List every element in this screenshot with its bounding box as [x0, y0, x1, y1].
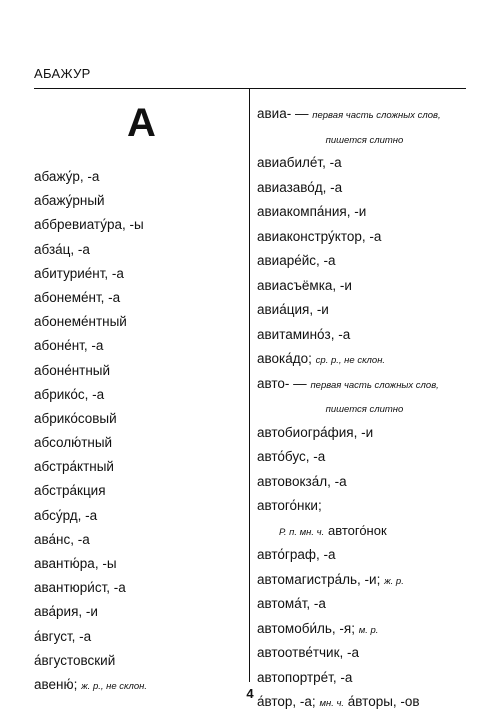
- entry-headword: автомоби́ль, -я;: [257, 620, 355, 636]
- entry-note: м. р.: [358, 624, 379, 636]
- left-column: [34, 165, 244, 697]
- dictionary-entry: [257, 568, 472, 593]
- entry-note: ср. р., не склон.: [315, 355, 386, 366]
- dictionary-entry: [257, 176, 472, 201]
- entry-headword: абрико́совый: [34, 410, 117, 426]
- entry-headword: авиасъёмка, -и: [257, 277, 352, 293]
- header-rule: [34, 88, 466, 89]
- entry-headword: аббревиату́ра, -ы: [34, 217, 144, 233]
- dictionary-entry: [34, 479, 244, 503]
- dictionary-entry: [34, 407, 244, 431]
- dictionary-entry: [257, 543, 472, 568]
- entry-headword: автобиогра́фия, -и: [257, 424, 374, 440]
- entry-headword: а́вгустовский: [34, 652, 116, 668]
- entry-headword: авантю́ра, -ы: [34, 556, 117, 571]
- dictionary-entry: [257, 372, 472, 397]
- entry-headword: авиаре́йс, -а: [257, 253, 336, 268]
- entry-headword: авока́до;: [257, 351, 312, 366]
- dictionary-entry: [257, 200, 472, 225]
- dictionary-entry: [34, 165, 244, 189]
- entry-headword: абстра́кция: [34, 483, 106, 499]
- entry-headword: а́втор, -а;: [257, 694, 316, 709]
- entry-note: первая часть сложных слов,: [312, 110, 441, 121]
- entry-plural: а́вторы, -ов: [347, 694, 420, 709]
- dictionary-entry: [34, 528, 244, 552]
- column-divider: [249, 89, 250, 682]
- entry-headword: авеню́;: [34, 676, 78, 692]
- dictionary-entry: [257, 445, 472, 470]
- dictionary-entry: [34, 286, 244, 310]
- section-letter: А: [127, 101, 156, 145]
- dictionary-entry: [257, 617, 472, 642]
- dictionary-entry: [257, 470, 472, 495]
- entry-headword: авиазаво́д, -а: [257, 179, 343, 195]
- dictionary-entry: [34, 455, 244, 479]
- entry-headword: абсолю́тный: [34, 435, 113, 451]
- entry-headword: абонеме́нт, -а: [34, 289, 121, 305]
- dictionary-entry: [34, 238, 244, 262]
- entry-note: первая часть сложных слов,: [310, 379, 439, 391]
- dictionary-entry: [34, 552, 244, 576]
- entry-headword: абажу́р, -а: [34, 169, 100, 184]
- entry-headword: автовокза́л, -а: [257, 473, 347, 489]
- entry-headword: абажу́рный: [34, 193, 105, 209]
- dictionary-entry: [257, 274, 472, 299]
- dictionary-entry: [257, 347, 472, 372]
- dictionary-entry: [257, 102, 472, 127]
- entry-headword: а́вгуст, -а: [34, 628, 92, 644]
- dictionary-entry: [257, 249, 472, 274]
- dictionary-entry: [257, 519, 472, 544]
- entry-headword: абоне́нт, -а: [34, 338, 104, 354]
- dictionary-entry: [257, 323, 472, 348]
- entry-headword: авто́бус, -а: [257, 449, 326, 464]
- dictionary-entry: [34, 213, 244, 237]
- dictionary-entry: [34, 262, 244, 286]
- right-column: [257, 102, 472, 715]
- entry-headword: авиа- —: [257, 106, 309, 121]
- entry-headword: авитамино́з, -а: [257, 326, 351, 342]
- dictionary-entry: [34, 334, 244, 358]
- dictionary-entry: [34, 359, 244, 383]
- dictionary-entry: [257, 592, 472, 617]
- entry-headword: абстра́ктный: [34, 459, 114, 475]
- dictionary-entry: [34, 310, 244, 334]
- entry-headword: авиаконстру́ктор, -а: [257, 228, 382, 244]
- dictionary-entry: [257, 127, 472, 152]
- entry-headword: ава́нс, -а: [34, 531, 90, 547]
- dictionary-entry: [34, 576, 244, 600]
- entry-headword: абонеме́нтный: [34, 314, 127, 330]
- dictionary-entry: [257, 151, 472, 176]
- entry-headword: абитурие́нт, -а: [34, 265, 124, 281]
- entry-headword: абрико́с, -а: [34, 386, 105, 402]
- dictionary-entry: [34, 625, 244, 649]
- entry-note: ж. р., не склон.: [81, 680, 148, 692]
- dictionary-entry: [34, 649, 244, 673]
- dictionary-entry: [34, 504, 244, 528]
- entry-headword: авиакомпа́ния, -и: [257, 204, 367, 219]
- entry-headword: абоне́нтный: [34, 362, 111, 378]
- entry-note: пишется слитно: [325, 134, 404, 146]
- entry-note: Р. п. мн. ч.: [279, 526, 325, 538]
- entry-headword: автого́нки;: [257, 498, 322, 513]
- entry-headword: автомагистра́ль, -и;: [257, 571, 381, 587]
- dictionary-entry: [257, 396, 472, 421]
- page-number: 4: [246, 686, 254, 701]
- running-header: АБАЖУР: [34, 66, 91, 81]
- entry-note: мн. ч.: [319, 698, 345, 709]
- dictionary-entry: [34, 600, 244, 624]
- dictionary-entry: [34, 383, 244, 407]
- entry-headword: абза́ц, -а: [34, 241, 90, 257]
- dictionary-entry: [34, 431, 244, 455]
- dictionary-entry: [257, 494, 472, 519]
- entry-note: пишется слитно: [325, 404, 404, 415]
- entry-headword: ава́рия, -и: [34, 604, 98, 620]
- entry-headword: абсу́рд, -а: [34, 507, 98, 523]
- dictionary-entry: [257, 421, 472, 446]
- dictionary-entry: [257, 225, 472, 250]
- entry-headword: авиа́ция, -и: [257, 302, 329, 317]
- dictionary-entry: [257, 298, 472, 323]
- dictionary-entry: [34, 189, 244, 213]
- entry-headword: авантюри́ст, -а: [34, 580, 126, 596]
- entry-headword: авиабиле́т, -а: [257, 155, 342, 170]
- entry-headword: авто- —: [257, 375, 307, 391]
- entry-headword: автоотве́тчик, -а: [257, 645, 360, 660]
- entry-headword: автопортре́т, -а: [257, 669, 353, 685]
- entry-form: автого́нок: [327, 522, 387, 538]
- entry-note: ж. р.: [384, 575, 404, 587]
- entry-headword: автома́т, -а: [257, 596, 326, 611]
- entry-headword: авто́граф, -а: [257, 547, 336, 562]
- dictionary-entry: [257, 641, 472, 666]
